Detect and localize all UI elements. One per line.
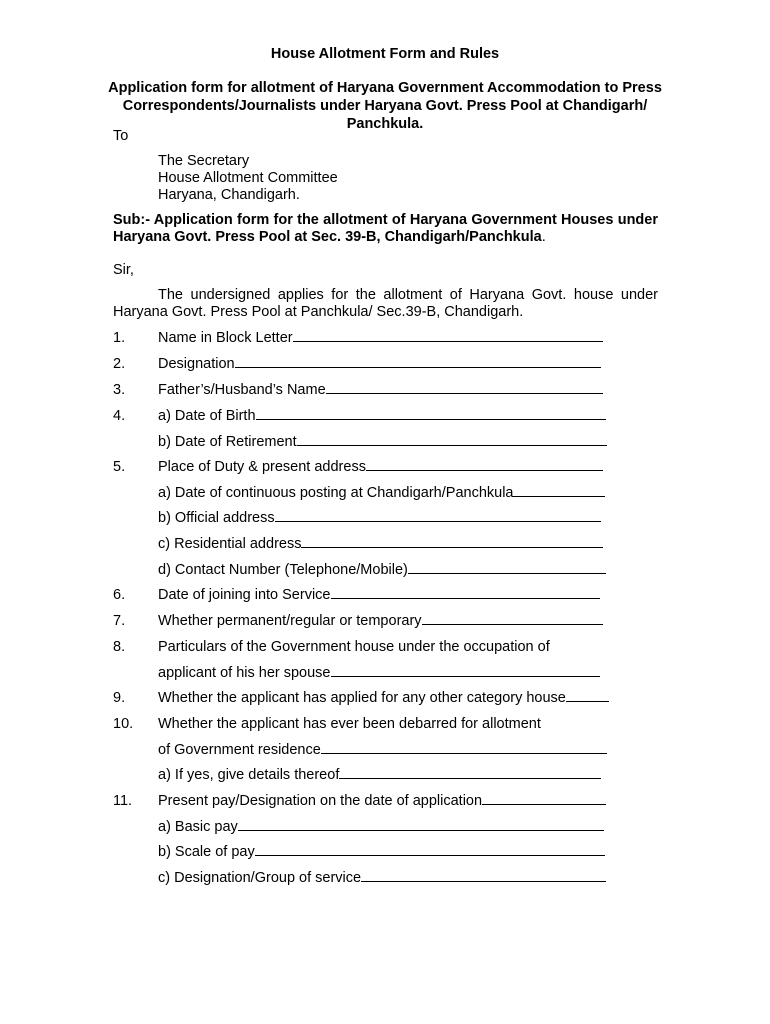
form-item-label <box>158 818 604 836</box>
form-item-label <box>158 535 603 553</box>
form-item-label-text: Designation <box>158 356 235 372</box>
form-item-row <box>0 818 770 836</box>
form-item-blank-field[interactable] <box>361 869 606 882</box>
form-item-label-text: d) Contact Number (Telephone/Mobile) <box>158 562 408 578</box>
form-item-label <box>158 766 601 784</box>
form-item-label <box>158 586 600 604</box>
form-item-row <box>0 741 770 759</box>
form-item-blank-field[interactable] <box>339 766 601 779</box>
form-item-blank-field[interactable] <box>238 818 604 831</box>
form-item-row <box>0 689 770 707</box>
form-item-number: 1. <box>113 330 126 346</box>
form-item-label <box>158 689 609 707</box>
form-item-label <box>158 381 603 399</box>
subject-text-line1: Sub:- Application form for the allotment of Haryana Government Houses under <box>113 212 658 228</box>
form-item-label <box>158 509 601 527</box>
subject-period: . <box>541 229 546 245</box>
application-title-line: Correspondents/Journalists under Haryana Govt. Press Pool at Chandigarh/ <box>122 98 648 114</box>
form-item-label <box>158 612 603 630</box>
form-item-label-text: Date of joining into Service <box>158 587 331 603</box>
form-item-label-text: b) Scale of pay <box>158 844 255 860</box>
to-label: To <box>113 128 129 144</box>
form-item-label-text: Whether permanent/regular or temporary <box>158 613 422 629</box>
form-item-label-text: Whether the applicant has applied for any other category house <box>158 690 566 706</box>
form-item-row <box>0 458 770 476</box>
addressee-line: The Secretary <box>158 153 250 169</box>
form-item-blank-field[interactable] <box>301 535 603 548</box>
salutation: Sir, <box>113 262 134 278</box>
form-item-label <box>158 561 606 579</box>
form-item-label <box>158 664 600 682</box>
form-item-label <box>158 792 606 810</box>
form-item-blank-field[interactable] <box>321 741 607 754</box>
form-item-row <box>0 586 770 604</box>
form-item-blank-field[interactable] <box>326 381 603 394</box>
application-title-line: Application form for allotment of Haryana Government Accommodation to Press <box>108 80 662 96</box>
form-item-label-text: a) Basic pay <box>158 819 238 835</box>
form-item-row <box>0 664 770 682</box>
form-item-row <box>0 766 770 784</box>
form-item-row <box>0 869 770 887</box>
form-item-number: 3. <box>113 382 126 398</box>
form-item-blank-field[interactable] <box>482 792 606 805</box>
form-item-blank-field[interactable] <box>235 355 601 368</box>
form-item-label <box>158 433 607 451</box>
subject-text-line2 <box>113 229 658 246</box>
form-item-blank-field[interactable] <box>408 561 606 574</box>
form-item-label-text: a) Date of continuous posting at Chandigarh/Panchkula <box>158 485 514 501</box>
intro-line1: The undersigned applies for the allotment of Haryana Govt. house under <box>158 287 658 303</box>
form-item-row <box>0 638 770 656</box>
form-item-label <box>158 638 550 656</box>
form-item-row <box>0 433 770 451</box>
form-item-row <box>0 355 770 373</box>
form-item-row <box>0 792 770 810</box>
form-item-blank-field[interactable] <box>422 612 603 625</box>
form-item-number: 4. <box>113 408 126 424</box>
form-item-number: 5. <box>113 459 126 475</box>
form-item-number: 11. <box>113 793 133 809</box>
form-item-row <box>0 612 770 630</box>
form-item-label <box>158 869 606 887</box>
form-item-blank-field[interactable] <box>566 689 609 702</box>
form-item-row <box>0 561 770 579</box>
form-item-label <box>158 355 601 373</box>
form-item-label-text: Whether the applicant has ever been debarred for allotment <box>158 716 541 732</box>
subject-line <box>113 212 658 246</box>
form-item-label-text: a) If yes, give details thereof <box>158 767 340 783</box>
addressee-line: Haryana, Chandigarh. <box>158 187 300 203</box>
addressee-block <box>158 153 338 204</box>
form-item-blank-field[interactable] <box>366 458 603 471</box>
form-item-label <box>158 329 603 347</box>
form-item-label-text: b) Date of Retirement <box>158 434 297 450</box>
form-item-label-text: b) Official address <box>158 510 275 526</box>
form-item-blank-field[interactable] <box>331 586 601 599</box>
form-item-label <box>158 458 603 476</box>
form-item-row <box>0 509 770 527</box>
form-item-row <box>0 843 770 861</box>
application-title <box>100 79 670 133</box>
application-title-line: Panchkula. <box>346 116 424 132</box>
form-item-number: 9. <box>113 690 126 706</box>
form-item-label-text: of Government residence <box>158 742 321 758</box>
intro-line2: Haryana Govt. Press Pool at Panchkula/ Sec.39-B, Chandigarh. <box>113 304 524 320</box>
form-item-label-text: c) Designation/Group of service <box>158 870 362 886</box>
form-item-row <box>0 407 770 425</box>
addressee-line: House Allotment Committee <box>158 170 338 186</box>
form-item-label-text: Name in Block Letter <box>158 330 293 346</box>
form-item-label <box>158 843 605 861</box>
form-item-label <box>158 484 605 502</box>
intro-paragraph <box>113 287 658 321</box>
form-item-blank-field[interactable] <box>275 509 601 522</box>
form-item-number: 2. <box>113 356 126 372</box>
form-item-row <box>0 535 770 553</box>
form-item-row <box>0 484 770 502</box>
form-item-label <box>158 407 606 425</box>
form-item-blank-field[interactable] <box>293 329 603 342</box>
form-item-number: 8. <box>113 639 126 655</box>
form-item-row <box>0 715 770 733</box>
form-item-number: 10. <box>113 716 134 732</box>
form-item-label <box>158 741 607 759</box>
form-item-label-text: Particulars of the Government house under the occupation of <box>158 639 550 655</box>
form-item-blank-field[interactable] <box>513 484 605 497</box>
form-item-label-text: a) Date of Birth <box>158 408 256 424</box>
form-item-blank-field[interactable] <box>255 843 605 856</box>
document-title: House Allotment Form and Rules <box>270 46 500 62</box>
form-item-blank-field[interactable] <box>331 664 601 677</box>
form-item-row <box>0 381 770 399</box>
form-item-label-text: Present pay/Designation on the date of application <box>158 793 483 809</box>
form-item-label-text: c) Residential address <box>158 536 302 552</box>
form-item-blank-field[interactable] <box>256 407 606 420</box>
form-item-blank-field[interactable] <box>297 433 607 446</box>
form-item-row <box>0 329 770 347</box>
form-item-number: 6. <box>113 587 126 603</box>
form-item-number: 7. <box>113 613 126 629</box>
form-item-label-text: Father’s/Husband’s Name <box>158 382 326 398</box>
form-item-label <box>158 715 541 733</box>
subject-text-line2-body: Haryana Govt. Press Pool at Sec. 39-B, Chandigarh/Panchkula <box>113 229 542 245</box>
form-item-label-text: applicant of his her spouse <box>158 665 331 681</box>
form-item-label-text: Place of Duty & present address <box>158 459 366 475</box>
